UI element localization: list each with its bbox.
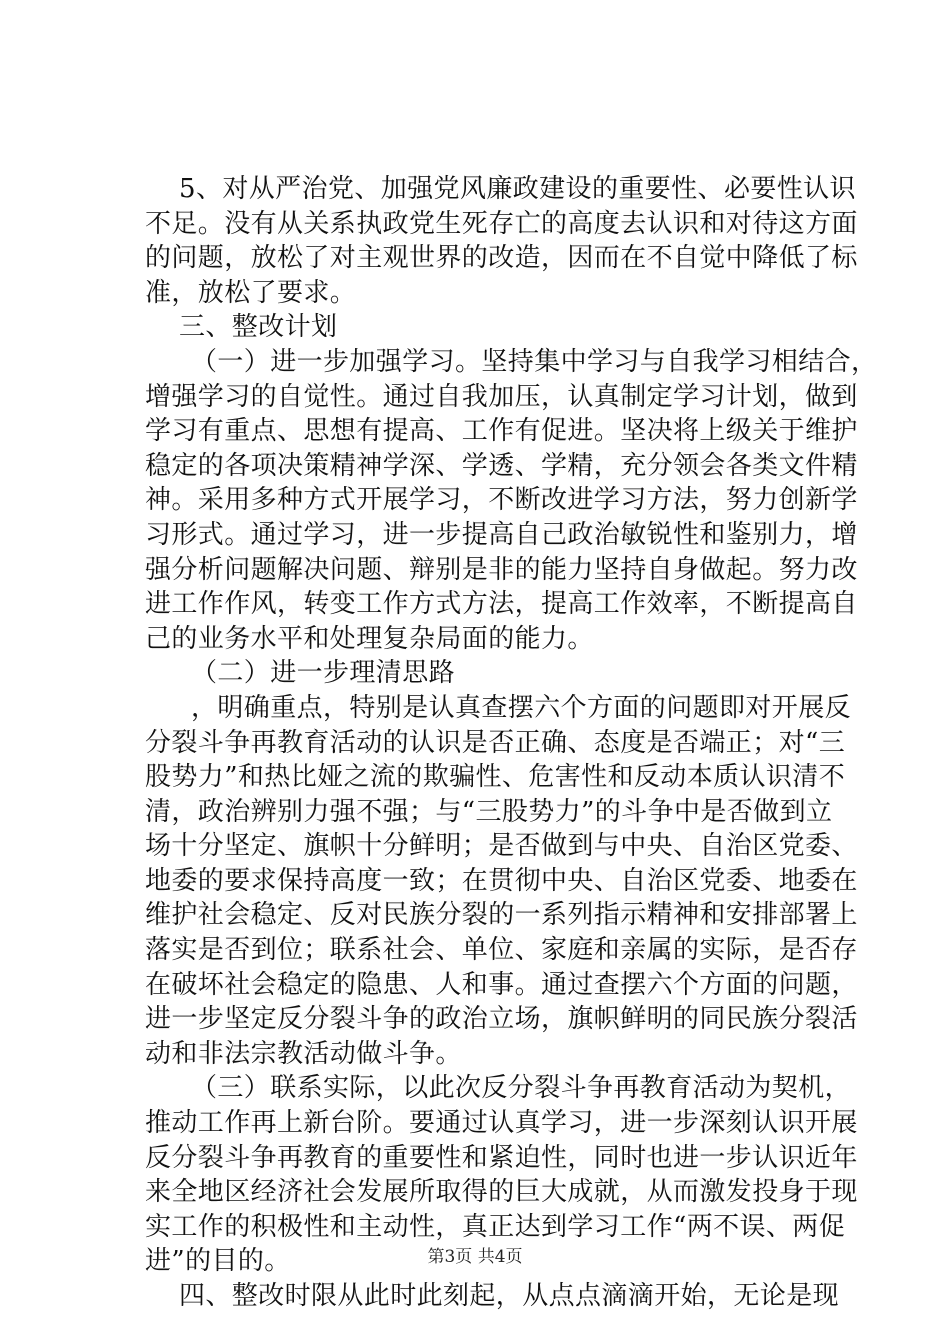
text-line: 清，政治辨别力强不强；与“三股势力”的斗争中是否做到立 <box>145 796 833 827</box>
text-line: （三）联系实际，以此次反分裂斗争再教育活动为契机， <box>191 1073 852 1104</box>
text-line: 进工作作风，转变工作方式方法，提高工作效率，不断提高自 <box>145 589 858 620</box>
text-line: 在破坏社会稳定的隐患、人和事。通过查摆六个方面的问题， <box>145 969 858 1000</box>
text-line: （一）进一步加强学习。坚持集中学习与自我学习相结合， <box>191 346 878 377</box>
text-line: 地委的要求保持高度一致；在贯彻中央、自治区党委、地委在 <box>145 865 858 896</box>
text-line: 增强学习的自觉性。通过自我加压，认真制定学习计划，做到 <box>145 381 858 412</box>
text-line: 分裂斗争再教育活动的认识是否正确、态度是否端正；对“三 <box>145 727 846 758</box>
text-line: 进一步坚定反分裂斗争的政治立场，旗帜鲜明的同民族分裂活 <box>145 1004 858 1035</box>
text-line: 推动工作再上新台阶。要通过认真学习，进一步深刻认识开展 <box>145 1108 858 1139</box>
text-line: 反分裂斗争再教育的重要性和紧迫性，同时也进一步认识近年 <box>145 1142 858 1173</box>
text-line: 四、整改时限从此时此刻起，从点点滴滴开始，无论是现 <box>179 1281 840 1311</box>
text-line: 的问题，放松了对主观世界的改造，因而在不自觉中降低了标 <box>145 243 858 274</box>
text-line: ，明确重点，特别是认真查摆六个方面的问题即对开展反 <box>191 692 852 723</box>
text-line: 落实是否到位；联系社会、单位、家庭和亲属的实际，是否存 <box>145 935 858 966</box>
text-line: 实工作的积极性和主动性，真正达到学习工作“两不误、两促 <box>145 1211 846 1242</box>
text-line: 动和非法宗教活动做斗争。 <box>145 1038 462 1069</box>
text-line: （二）进一步理清思路 <box>191 658 456 689</box>
text-line: 强分析问题解决问题、辩别是非的能力坚持自身做起。努力改 <box>145 554 858 585</box>
text-line: 场十分坚定、旗帜十分鲜明；是否做到与中央、自治区党委、 <box>145 831 858 862</box>
text-line: 不足。没有从关系执政党生死存亡的高度去认识和对待这方面 <box>145 208 858 239</box>
text-line: 习形式。通过学习，进一步提高自己政治敏锐性和鉴别力，增 <box>145 519 858 550</box>
text-line: 维护社会稳定、反对民族分裂的一系列指示精神和安排部署上 <box>145 900 858 931</box>
text-line: 5、对从严治党、加强党风廉政建设的重要性、必要性认识 <box>179 174 856 204</box>
page-footer: 第3页 共4页 <box>427 1247 523 1267</box>
text-line: 准，放松了要求。 <box>145 277 357 308</box>
text-line: 三、整改计划 <box>179 312 338 343</box>
text-line: 进”的目的。 <box>145 1246 291 1277</box>
text-line: 股势力”和热比娅之流的欺骗性、危害性和反动本质认识清不 <box>145 762 846 793</box>
text-line: 学习有重点、思想有提高、工作有促进。坚决将上级关于维护 <box>145 416 858 447</box>
text-line: 己的业务水平和处理复杂局面的能力。 <box>145 623 594 654</box>
text-line: 稳定的各项决策精神学深、学透、学精，充分领会各类文件精 <box>145 450 858 481</box>
text-line: 来全地区经济社会发展所取得的巨大成就，从而激发投身于现 <box>145 1177 858 1208</box>
text-line: 神。采用多种方式开展学习，不断改进学习方法，努力创新学 <box>145 485 858 516</box>
document-body <box>145 172 878 1314</box>
